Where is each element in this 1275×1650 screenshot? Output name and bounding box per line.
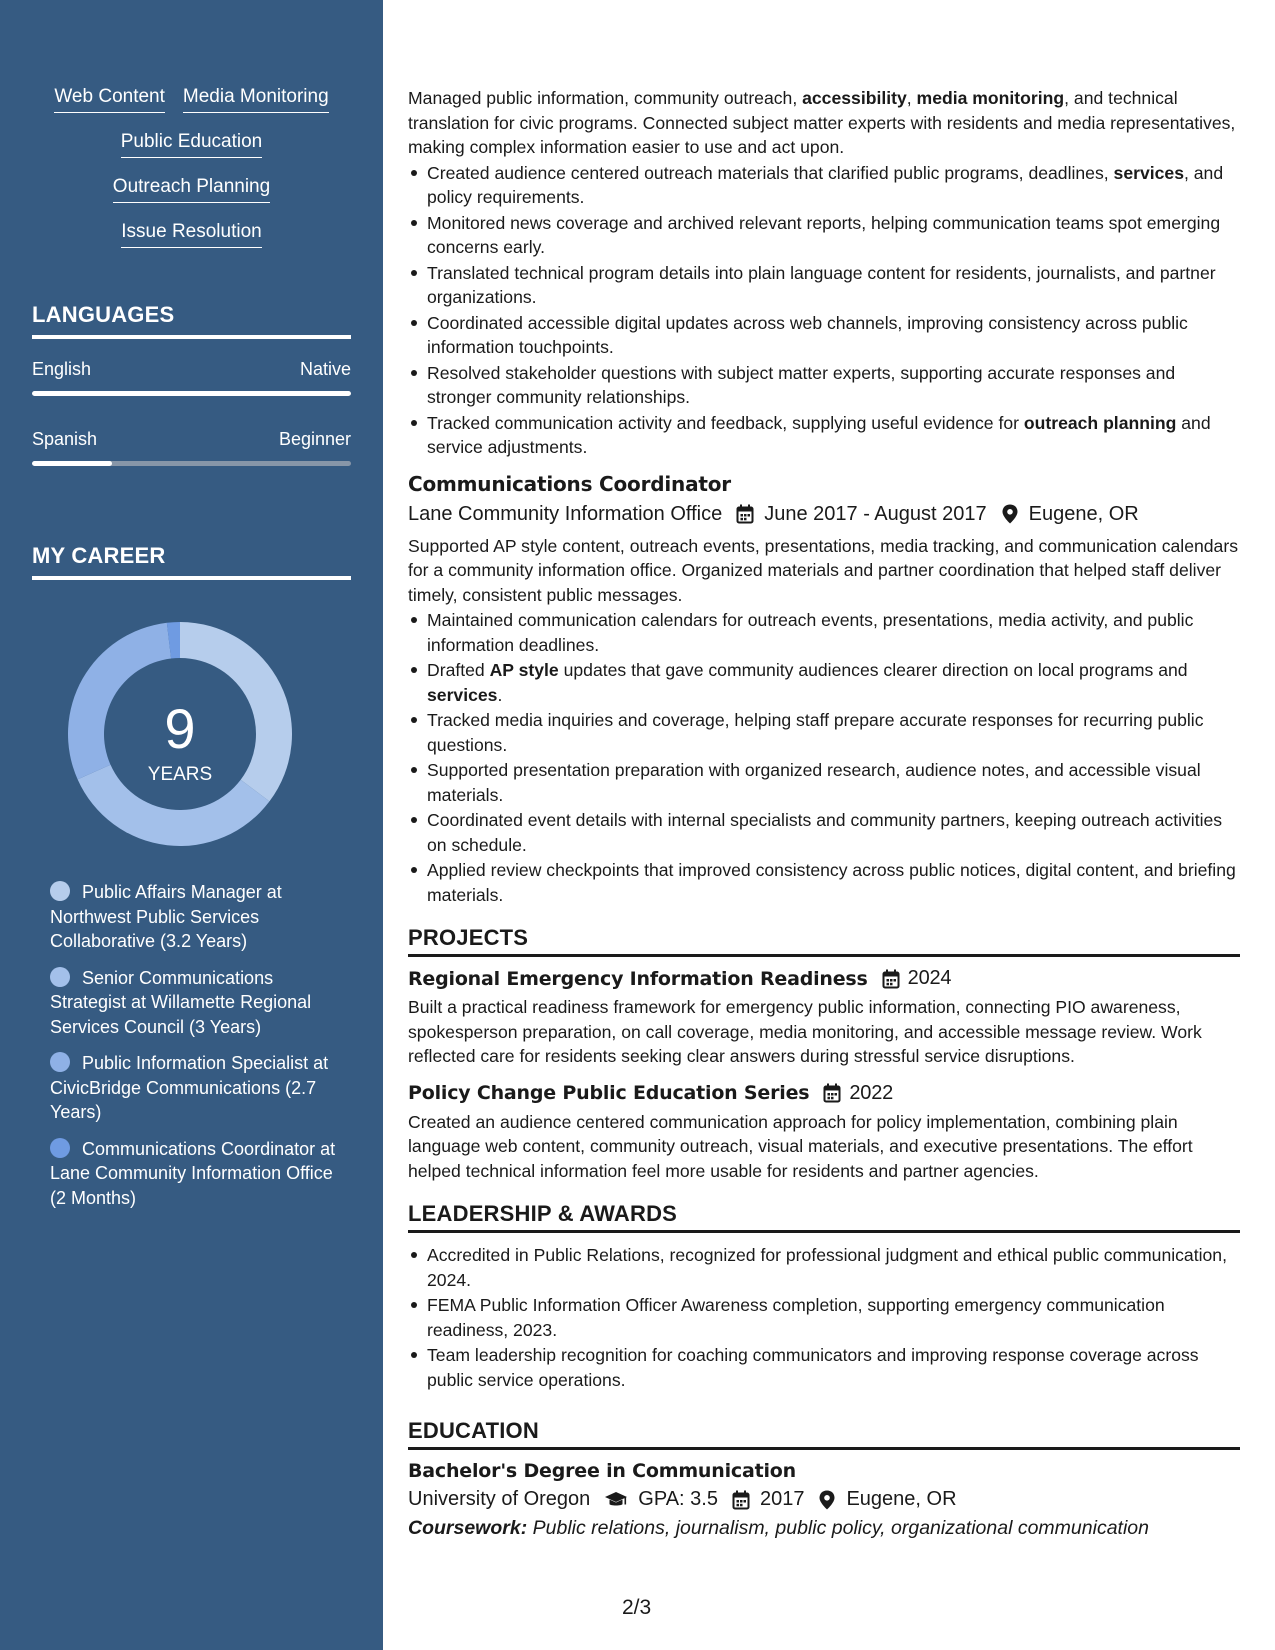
calendar-icon [823, 1083, 841, 1103]
job-bullet: Resolved stakeholder questions with subject matter experts, supporting accurate responses and stronger community relationships. [408, 361, 1240, 410]
career-total-unit: YEARS [147, 764, 213, 785]
awards-heading: LEADERSHIP & AWARDS [408, 1201, 1240, 1233]
language-proficiency-fill [32, 391, 351, 396]
languages-heading: LANGUAGES [32, 302, 351, 339]
awards-list [408, 1243, 1240, 1392]
career-legend-text: Communications Coordinator at Lane Community Information Office (2 Months) [50, 1138, 336, 1208]
job-bullet: Tracked media inquiries and coverage, helping staff prepare accurate responses for recurring public questions. [408, 708, 1240, 757]
language-name: English [32, 359, 92, 379]
job-bullet: Coordinated event details with internal specialists and community partners, keeping outreach activities on schedule. [408, 808, 1240, 857]
coursework-label: Coursework: [408, 1517, 528, 1539]
job-title: Communications Coordinator [408, 471, 731, 496]
career-donut-chart [66, 620, 294, 848]
language-proficiency-bar [32, 461, 351, 466]
career-legend-item [50, 966, 340, 1040]
education-meta [408, 1488, 1240, 1511]
project-title-row [408, 967, 1240, 990]
coursework-text: Public relations, journalism, public policy, organizational communication [532, 1517, 1149, 1539]
job-bullet: Applied review checkpoints that improved consistency across public notices, digital content, and briefing materials. [408, 858, 1240, 907]
job-bullet: Monitored news coverage and archived relevant reports, helping communication teams spot emerging concerns early. [408, 211, 1240, 260]
language-item [32, 429, 351, 466]
award-item: FEMA Public Information Officer Awareness completion, supporting emergency communication readiness, 2023. [408, 1293, 1240, 1342]
sidebar [0, 0, 383, 1650]
language-level: Native [299, 359, 351, 379]
job-description: Supported AP style content, outreach events, presentations, media tracking, and communication calendars for a community information office. Organized materials and partner coordination that helped staff deliver timely, consistent public messages. [408, 535, 1238, 605]
award-item: Accredited in Public Relations, recognized for professional judgment and ethical public communication, 2024. [408, 1243, 1240, 1292]
job-bullet: Created audience centered outreach materials that clarified public programs, deadlines, services, and policy requirements. [408, 161, 1240, 210]
job-company: Lane Community Information Office [408, 502, 723, 525]
donut-segment-3 [68, 623, 171, 780]
job-bullet: Supported presentation preparation with organized research, audience notes, and accessible visual materials. [408, 758, 1240, 807]
language-proficiency-bar [32, 391, 351, 396]
language-proficiency-fill [32, 461, 112, 466]
calendar-icon [736, 504, 754, 524]
graduation-year: 2017 [759, 1488, 805, 1510]
project-title: Regional Emergency Information Readiness [408, 967, 868, 990]
career-legend [50, 880, 340, 1222]
job-bullet: Maintained communication calendars for outreach events, presentations, media activity, and public information deadlines. [408, 608, 1240, 657]
location-pin-icon [818, 1490, 836, 1510]
skill-tag: Web Content [54, 86, 165, 113]
projects-heading: PROJECTS [408, 925, 1240, 957]
job-bullets [408, 161, 1240, 460]
job-bullet: Coordinated accessible digital updates across web channels, improving consistency across public information touchpoints. [408, 311, 1240, 360]
skill-tag: Media Monitoring [183, 86, 329, 113]
project-description: Created an audience centered communication approach for policy implementation, combining plain language web content, community outreach, visual materials, and executive presentations. The effort helped technical information feel more usable for residents and partner agencies. [408, 1111, 1193, 1181]
job-bullet: Tracked communication activity and feedback, supplying useful evidence for outreach planning and service adjustments. [408, 411, 1240, 460]
coursework [408, 1517, 1240, 1540]
main-content [408, 86, 1240, 1540]
legend-dot [50, 967, 70, 987]
career-legend-item [50, 1137, 340, 1211]
job-dates: June 2017 - August 2017 [764, 502, 987, 525]
career-heading: MY CAREER [32, 543, 351, 580]
school-name: University of Oregon [408, 1488, 591, 1510]
gpa: GPA: 3.5 [638, 1488, 718, 1510]
career-legend-text: Public Information Specialist at CivicBridge Communications (2.7 Years) [50, 1053, 329, 1122]
project-year: 2022 [849, 1081, 894, 1104]
job-bullets [408, 608, 1240, 907]
career-legend-item [50, 880, 340, 954]
skill-tag: Issue Resolution [121, 221, 261, 248]
career-legend-text: Public Affairs Manager at Northwest Public Services Collaborative (3.2 Years) [50, 882, 282, 951]
career-legend-item [50, 1051, 340, 1125]
skills-list [32, 86, 351, 266]
language-level: Beginner [278, 429, 351, 449]
career-legend-text: Senior Communications Strategist at Willamette Regional Services Council (3 Years) [50, 967, 312, 1037]
project-title-row [408, 1082, 1240, 1105]
education-heading: EDUCATION [408, 1418, 1240, 1450]
calendar-icon [732, 1490, 750, 1510]
graduation-cap-icon [604, 1490, 628, 1510]
job-bullet: Drafted AP style updates that gave community audiences clearer direction on local programs and services. [408, 658, 1240, 707]
job-bullet: Translated technical program details into plain language content for residents, journalists, and partner organizations. [408, 261, 1240, 310]
legend-dot [50, 1052, 70, 1072]
project-title: Policy Change Public Education Series [408, 1082, 810, 1104]
school-location: Eugene, OR [846, 1488, 957, 1510]
degree-title [408, 1460, 1240, 1482]
job-location: Eugene, OR [1028, 502, 1139, 525]
project-description: Built a practical readiness framework for emergency public information, connecting PIO awareness, spokesperson preparation, on call coverage, media monitoring, and accessible message review. Work reflected care for residents seeking clear answers during stressful service disruptions. [408, 997, 1202, 1066]
skill-tag: Public Education [121, 131, 263, 158]
career-total-years: 9 [164, 697, 196, 760]
legend-dot [50, 1138, 70, 1158]
language-name: Spanish [32, 429, 98, 449]
legend-dot [50, 881, 70, 901]
location-pin-icon [1001, 504, 1019, 524]
degree-name: Bachelor's Degree in Communication [408, 1460, 796, 1482]
job-meta [408, 503, 1240, 526]
project-year: 2024 [907, 967, 952, 989]
award-item: Team leadership recognition for coaching communicators and improving response coverage across public service operations. [408, 1343, 1240, 1392]
job-description: Managed public information, community outreach, accessibility, media monitoring, and technical translation for civic programs. Connected subject matter experts with residents and media representatives, making complex information easier to use and act upon. [408, 88, 1236, 157]
calendar-icon [882, 969, 900, 989]
language-item [32, 359, 351, 396]
page-number: 2/3 [622, 1596, 652, 1619]
skill-tag: Outreach Planning [113, 176, 270, 203]
